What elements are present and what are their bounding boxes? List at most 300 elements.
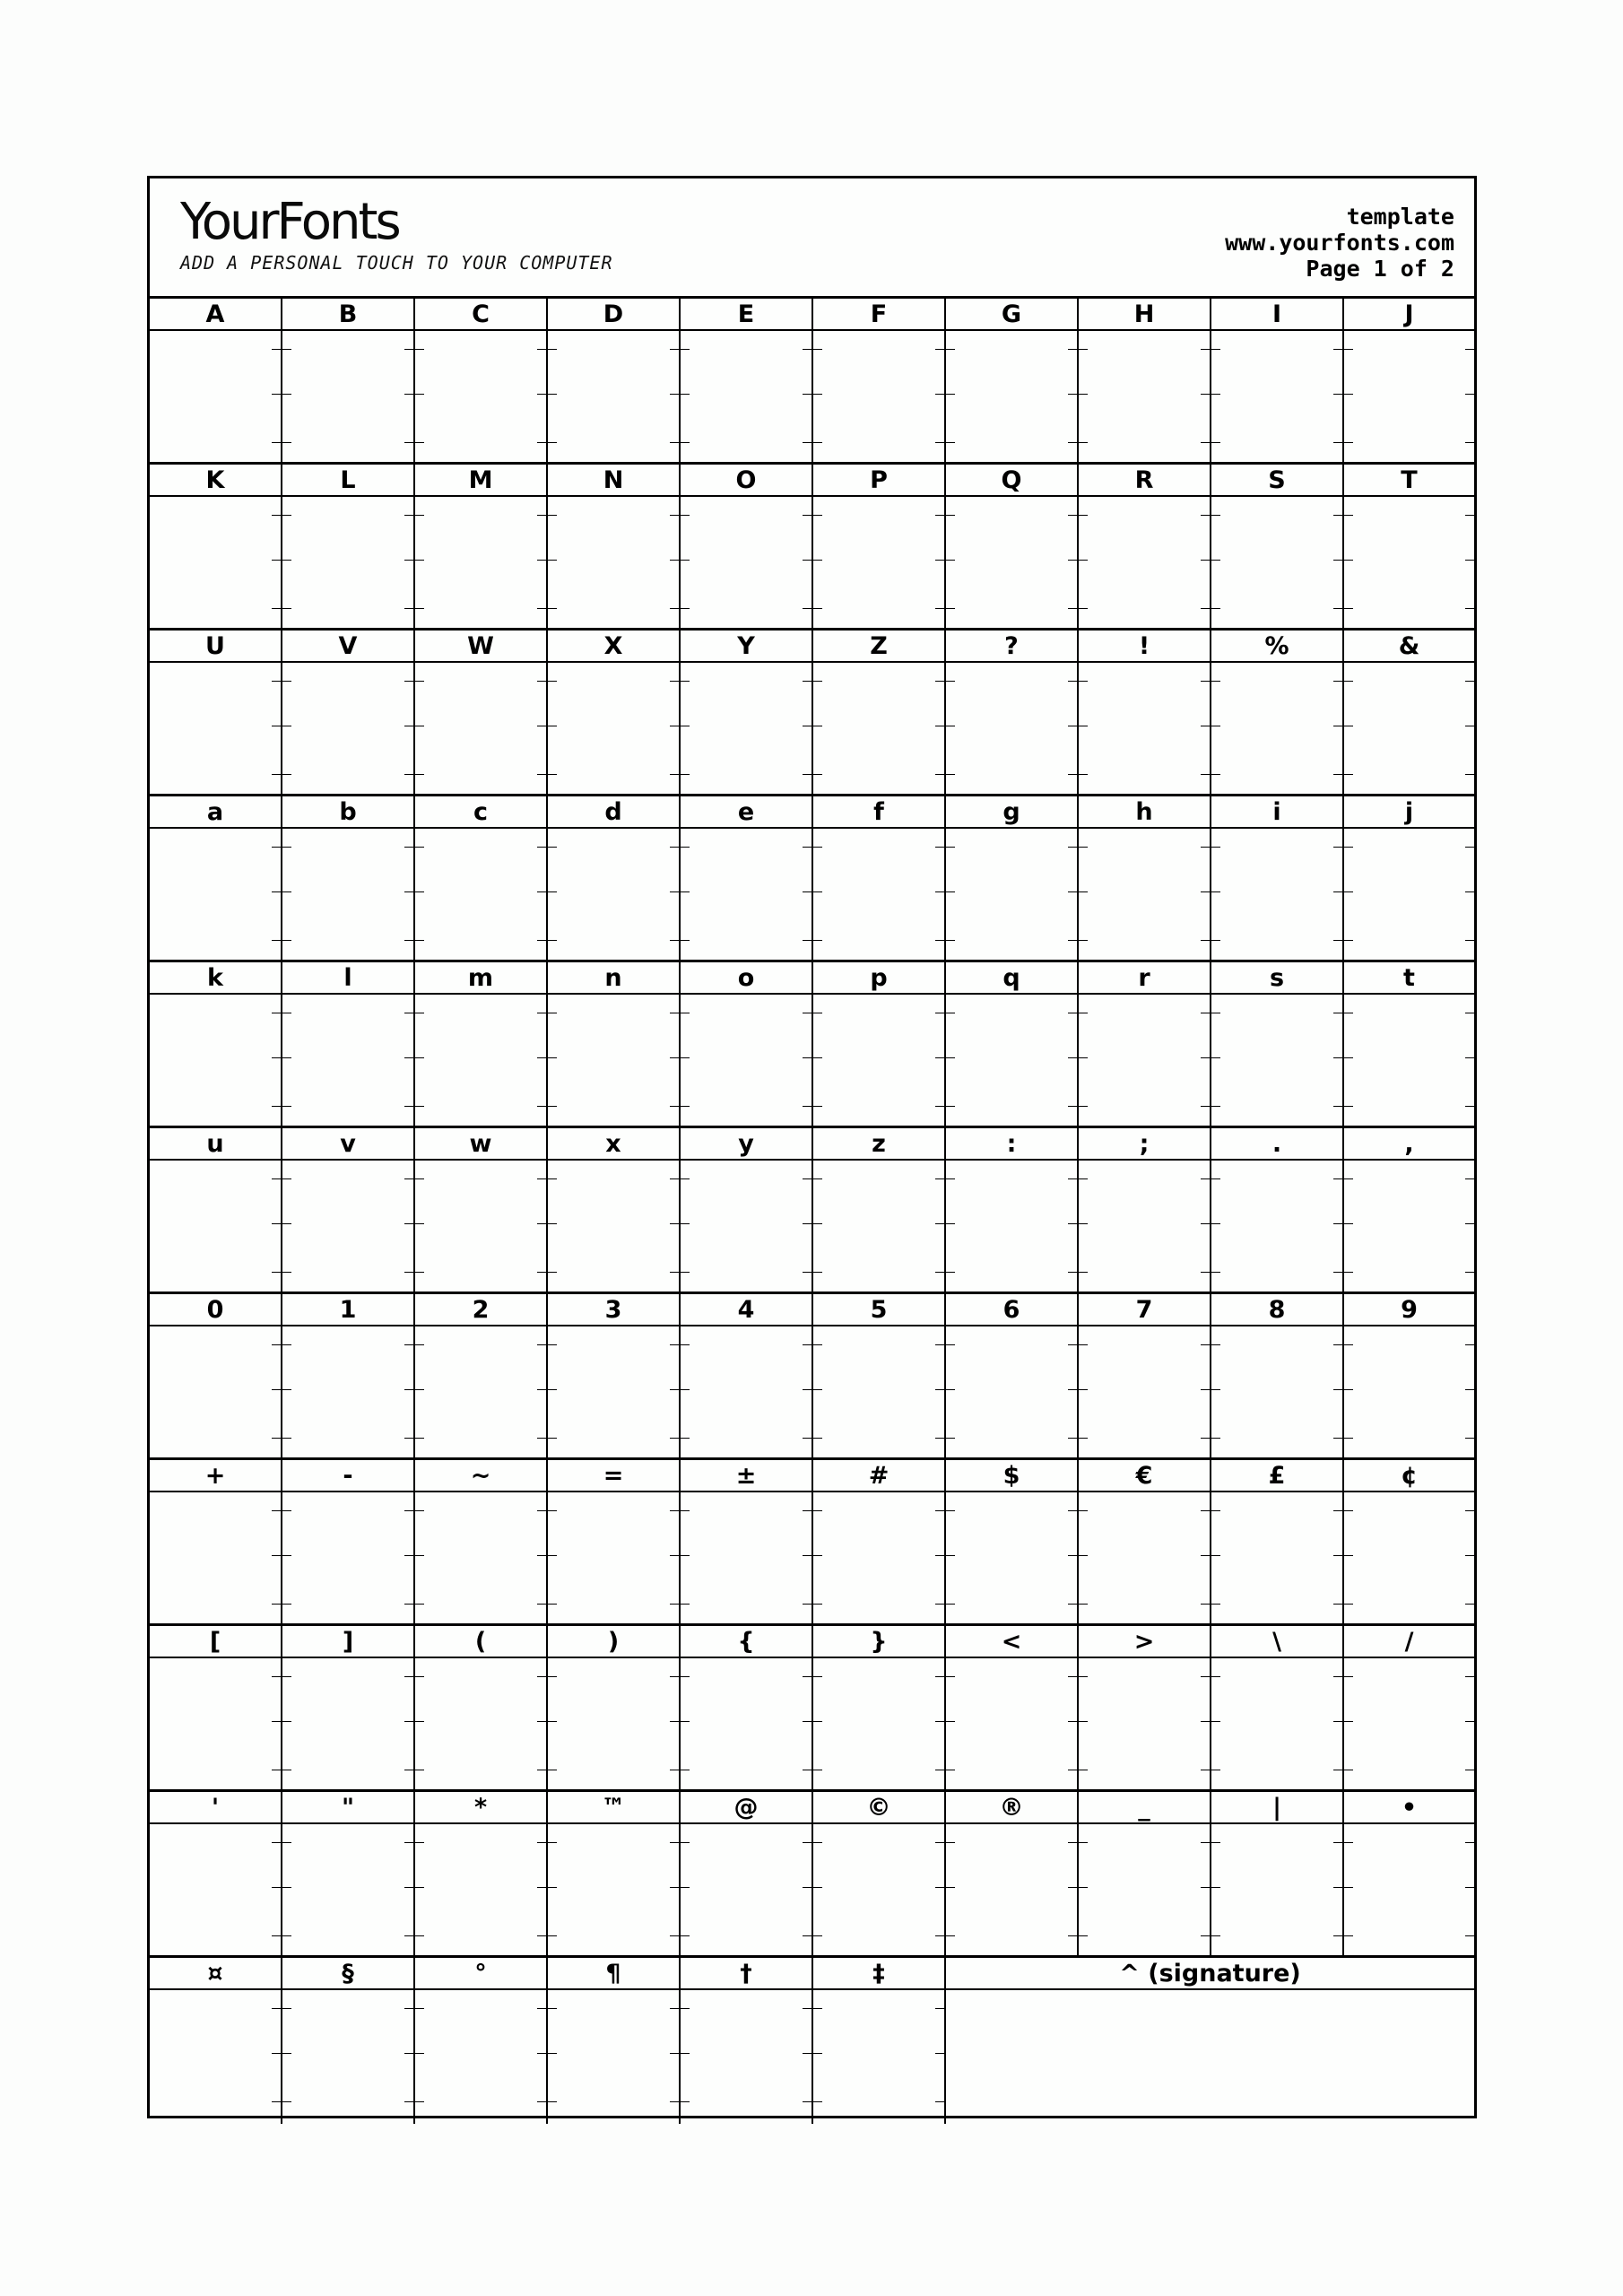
guide-tick — [537, 891, 546, 892]
guide-tick — [670, 1438, 679, 1439]
guide-tick — [272, 847, 281, 848]
glyph-label: H — [1079, 299, 1210, 331]
guide-tick — [803, 1178, 812, 1179]
guide-tick — [935, 1721, 944, 1722]
guide-tick — [272, 1344, 281, 1345]
guide-tick — [548, 2101, 557, 2102]
glyph-cell[interactable] — [282, 1294, 415, 1457]
guide-tick — [537, 560, 546, 561]
guide-tick — [1079, 560, 1088, 561]
guide-tick — [1201, 1178, 1210, 1179]
guide-tick — [537, 1842, 546, 1843]
glyph-cell[interactable] — [946, 796, 1079, 960]
guide-tick — [803, 774, 812, 775]
guide-tick — [681, 940, 690, 941]
glyph-label: ) — [548, 1626, 679, 1658]
guide-tick — [282, 1676, 291, 1677]
glyph-cell[interactable] — [150, 1958, 282, 2124]
guide-tick — [548, 442, 557, 443]
guide-tick — [935, 1438, 944, 1439]
glyph-cell[interactable] — [813, 1128, 946, 1292]
guide-tick — [1211, 1272, 1220, 1273]
guide-tick — [1344, 442, 1353, 443]
guide-tick — [1344, 1555, 1353, 1556]
guide-tick — [1068, 608, 1077, 609]
guide-tick — [946, 1178, 955, 1179]
glyph-label: u — [150, 1128, 281, 1161]
guide-tick — [1201, 1272, 1210, 1273]
glyph-cell[interactable] — [946, 1294, 1079, 1457]
guide-tick — [670, 515, 679, 516]
glyph-cell[interactable] — [1344, 631, 1474, 794]
guide-tick — [1465, 394, 1474, 395]
guide-tick — [681, 1842, 690, 1843]
glyph-cell[interactable] — [150, 1294, 282, 1457]
glyph-cell[interactable] — [681, 1792, 813, 1955]
glyph-cell[interactable] — [1079, 631, 1211, 794]
guide-tick — [282, 515, 291, 516]
guide-tick — [946, 1555, 955, 1556]
glyph-grid — [150, 299, 1474, 2116]
glyph-label: V — [282, 631, 413, 663]
glyph-cell[interactable] — [1079, 299, 1211, 462]
glyph-cell[interactable] — [150, 1792, 282, 1955]
glyph-label: ® — [946, 1792, 1077, 1824]
guide-tick — [1465, 1223, 1474, 1224]
guide-tick — [1201, 1510, 1210, 1511]
glyph-cell[interactable] — [946, 299, 1079, 462]
glyph-cell[interactable] — [282, 1128, 415, 1292]
glyph-label: E — [681, 299, 812, 331]
glyph-cell[interactable] — [1344, 465, 1474, 628]
glyph-cell[interactable] — [1211, 1626, 1344, 1789]
glyph-cell[interactable] — [681, 631, 813, 794]
glyph-cell[interactable] — [813, 299, 946, 462]
guide-tick — [1068, 774, 1077, 775]
glyph-cell[interactable] — [415, 1626, 548, 1789]
guide-tick — [670, 1106, 679, 1107]
guide-tick — [415, 1721, 424, 1722]
guide-tick — [1344, 1721, 1353, 1722]
glyph-cell[interactable] — [1344, 1460, 1474, 1623]
glyph-cell[interactable] — [1211, 299, 1344, 462]
glyph-cell[interactable] — [1079, 1626, 1211, 1789]
glyph-cell[interactable] — [548, 1792, 681, 1955]
glyph-cell[interactable] — [1211, 1460, 1344, 1623]
guide-tick — [1211, 515, 1220, 516]
guide-tick — [537, 1389, 546, 1390]
glyph-cell[interactable] — [150, 796, 282, 960]
glyph-cell[interactable] — [813, 1294, 946, 1457]
glyph-label: , — [1344, 1128, 1474, 1161]
glyph-cell[interactable] — [1344, 796, 1474, 960]
guide-tick — [1211, 608, 1220, 609]
glyph-label: | — [1211, 1792, 1342, 1824]
page-number: Page 1 of 2 — [1306, 256, 1454, 282]
guide-tick — [946, 1887, 955, 1888]
guide-tick — [681, 560, 690, 561]
glyph-cell[interactable] — [813, 1460, 946, 1623]
guide-tick — [1344, 1389, 1353, 1390]
guide-tick — [946, 1344, 955, 1345]
glyph-cell[interactable] — [415, 796, 548, 960]
guide-tick — [813, 1935, 822, 1936]
guide-tick — [1211, 1721, 1220, 1722]
glyph-cell[interactable] — [813, 1958, 946, 2124]
guide-tick — [681, 1389, 690, 1390]
glyph-cell[interactable] — [415, 299, 548, 462]
guide-tick — [1079, 940, 1088, 941]
glyph-cell[interactable] — [681, 1626, 813, 1789]
guide-tick — [548, 847, 557, 848]
glyph-cell[interactable] — [548, 631, 681, 794]
guide-tick — [813, 774, 822, 775]
guide-tick — [946, 940, 955, 941]
guide-tick — [681, 1935, 690, 1936]
glyph-label: k — [150, 962, 281, 995]
glyph-cell[interactable] — [415, 1792, 548, 1955]
guide-tick — [1465, 847, 1474, 848]
guide-tick — [1211, 1676, 1220, 1677]
guide-tick — [803, 1223, 812, 1224]
guide-tick — [1068, 442, 1077, 443]
glyph-cell[interactable] — [1079, 1128, 1211, 1292]
template-sheet — [147, 176, 1477, 2118]
guide-tick — [282, 891, 291, 892]
glyph-cell[interactable] — [1344, 1626, 1474, 1789]
signature-box[interactable] — [946, 1958, 1474, 2124]
glyph-cell[interactable] — [813, 465, 946, 628]
guide-tick — [404, 560, 413, 561]
glyph-cell[interactable] — [1344, 1792, 1474, 1955]
guide-tick — [670, 1676, 679, 1677]
guide-tick — [1465, 1106, 1474, 1107]
guide-tick — [670, 1344, 679, 1345]
glyph-cell[interactable] — [946, 1626, 1079, 1789]
guide-tick — [1211, 891, 1220, 892]
glyph-cell[interactable] — [813, 962, 946, 1126]
guide-tick — [537, 1344, 546, 1345]
guide-tick — [1333, 1604, 1342, 1605]
glyph-cell[interactable] — [282, 796, 415, 960]
guide-tick — [404, 891, 413, 892]
guide-tick — [404, 1057, 413, 1058]
glyph-cell[interactable] — [813, 796, 946, 960]
guide-tick — [1201, 560, 1210, 561]
guide-tick — [548, 608, 557, 609]
glyph-cell[interactable] — [946, 1128, 1079, 1292]
glyph-cell[interactable] — [1211, 796, 1344, 960]
guide-tick — [935, 1935, 944, 1936]
guide-tick — [1201, 608, 1210, 609]
guide-tick — [415, 349, 424, 350]
glyph-cell[interactable] — [548, 1128, 681, 1292]
guide-tick — [1344, 891, 1353, 892]
guide-tick — [1211, 442, 1220, 443]
glyph-cell[interactable] — [282, 1460, 415, 1623]
guide-tick — [272, 608, 281, 609]
guide-tick — [935, 1510, 944, 1511]
guide-tick — [681, 774, 690, 775]
glyph-cell[interactable] — [813, 1792, 946, 1955]
glyph-cell[interactable] — [548, 299, 681, 462]
guide-tick — [1344, 1057, 1353, 1058]
guide-tick — [1068, 515, 1077, 516]
guide-tick — [282, 1438, 291, 1439]
glyph-cell[interactable] — [415, 1460, 548, 1623]
glyph-cell[interactable] — [681, 1294, 813, 1457]
glyph-label: O — [681, 465, 812, 497]
glyph-cell[interactable] — [150, 962, 282, 1126]
glyph-cell[interactable] — [415, 962, 548, 1126]
glyph-cell[interactable] — [681, 465, 813, 628]
glyph-cell[interactable] — [150, 631, 282, 794]
guide-tick — [1344, 515, 1353, 516]
guide-tick — [282, 442, 291, 443]
glyph-cell[interactable] — [548, 1460, 681, 1623]
guide-tick — [813, 442, 822, 443]
glyph-cell[interactable] — [150, 1128, 282, 1292]
glyph-cell[interactable] — [681, 1460, 813, 1623]
guide-tick — [803, 1887, 812, 1888]
guide-tick — [681, 608, 690, 609]
glyph-cell[interactable] — [150, 1460, 282, 1623]
glyph-cell[interactable] — [282, 299, 415, 462]
guide-tick — [272, 2101, 281, 2102]
glyph-cell[interactable] — [282, 465, 415, 628]
guide-tick — [946, 1223, 955, 1224]
guide-tick — [415, 1389, 424, 1390]
guide-tick — [1333, 940, 1342, 941]
guide-tick — [946, 1057, 955, 1058]
glyph-cell[interactable] — [813, 631, 946, 794]
glyph-cell[interactable] — [548, 1958, 681, 2124]
guide-tick — [803, 891, 812, 892]
guide-tick — [1344, 681, 1353, 682]
glyph-label: @ — [681, 1792, 812, 1824]
guide-tick — [548, 1510, 557, 1511]
guide-tick — [681, 681, 690, 682]
guide-tick — [813, 608, 822, 609]
guide-tick — [935, 1344, 944, 1345]
guide-tick — [272, 1223, 281, 1224]
guide-tick — [1465, 1178, 1474, 1179]
glyph-cell[interactable] — [415, 465, 548, 628]
guide-tick — [1079, 394, 1088, 395]
glyph-cell[interactable] — [282, 1792, 415, 1955]
glyph-cell[interactable] — [1079, 465, 1211, 628]
guide-tick — [803, 940, 812, 941]
guide-tick — [1068, 1842, 1077, 1843]
glyph-cell[interactable] — [813, 1626, 946, 1789]
glyph-cell[interactable] — [1211, 1294, 1344, 1457]
guide-tick — [415, 847, 424, 848]
glyph-label: Z — [813, 631, 944, 663]
glyph-label: [ — [150, 1626, 281, 1658]
guide-tick — [1465, 1389, 1474, 1390]
glyph-cell[interactable] — [150, 465, 282, 628]
guide-tick — [415, 1604, 424, 1605]
guide-tick — [272, 681, 281, 682]
guide-tick — [537, 2101, 546, 2102]
guide-tick — [415, 2053, 424, 2054]
glyph-label: M — [415, 465, 546, 497]
glyph-cell[interactable] — [1344, 1294, 1474, 1457]
guide-tick — [935, 1272, 944, 1273]
glyph-cell[interactable] — [681, 796, 813, 960]
glyph-label: 7 — [1079, 1294, 1210, 1326]
glyph-cell[interactable] — [415, 1958, 548, 2124]
glyph-cell[interactable] — [282, 631, 415, 794]
guide-tick — [1201, 1223, 1210, 1224]
glyph-cell[interactable] — [548, 796, 681, 960]
guide-tick — [935, 1604, 944, 1605]
guide-tick — [1333, 608, 1342, 609]
guide-tick — [415, 1555, 424, 1556]
guide-tick — [404, 1272, 413, 1273]
glyph-cell[interactable] — [415, 1128, 548, 1292]
guide-tick — [803, 1555, 812, 1556]
glyph-cell[interactable] — [1344, 1128, 1474, 1292]
glyph-cell[interactable] — [282, 962, 415, 1126]
guide-tick — [681, 1344, 690, 1345]
guide-tick — [272, 394, 281, 395]
glyph-cell[interactable] — [946, 631, 1079, 794]
guide-tick — [404, 1106, 413, 1107]
glyph-cell[interactable] — [946, 1460, 1079, 1623]
guide-tick — [537, 1555, 546, 1556]
glyph-cell[interactable] — [282, 1626, 415, 1789]
guide-tick — [415, 1106, 424, 1107]
glyph-cell[interactable] — [415, 631, 548, 794]
guide-tick — [404, 1842, 413, 1843]
glyph-cell[interactable] — [548, 962, 681, 1126]
glyph-label: d — [548, 796, 679, 829]
glyph-cell[interactable] — [1211, 631, 1344, 794]
guide-tick — [1211, 1389, 1220, 1390]
guide-tick — [935, 940, 944, 941]
guide-tick — [1201, 891, 1210, 892]
glyph-cell[interactable] — [1211, 962, 1344, 1126]
guide-tick — [548, 1842, 557, 1843]
glyph-cell[interactable] — [150, 299, 282, 462]
guide-tick — [548, 1604, 557, 1605]
glyph-cell[interactable] — [548, 1626, 681, 1789]
glyph-label: o — [681, 962, 812, 995]
guide-tick — [282, 847, 291, 848]
guide-tick — [1211, 1510, 1220, 1511]
guide-tick — [935, 2101, 944, 2102]
guide-tick — [1465, 1438, 1474, 1439]
guide-tick — [935, 774, 944, 775]
guide-tick — [282, 1887, 291, 1888]
glyph-cell[interactable] — [681, 299, 813, 462]
website-url: www.yourfonts.com — [1225, 230, 1454, 256]
glyph-label: q — [946, 962, 1077, 995]
guide-tick — [415, 1438, 424, 1439]
guide-tick — [272, 774, 281, 775]
guide-tick — [282, 1555, 291, 1556]
guide-tick — [1068, 349, 1077, 350]
guide-tick — [1333, 1057, 1342, 1058]
guide-tick — [935, 2008, 944, 2009]
guide-tick — [1068, 394, 1077, 395]
glyph-cell[interactable] — [681, 962, 813, 1126]
glyph-cell[interactable] — [946, 962, 1079, 1126]
guide-tick — [282, 608, 291, 609]
guide-tick — [935, 1389, 944, 1390]
guide-tick — [681, 1438, 690, 1439]
glyph-cell[interactable] — [1079, 1792, 1211, 1955]
guide-tick — [803, 515, 812, 516]
guide-tick — [548, 2053, 557, 2054]
glyph-label: a — [150, 796, 281, 829]
glyph-cell[interactable] — [415, 1294, 548, 1457]
guide-tick — [813, 349, 822, 350]
guide-tick — [1344, 1272, 1353, 1273]
guide-tick — [803, 847, 812, 848]
guide-tick — [1079, 349, 1088, 350]
glyph-cell[interactable] — [1079, 1294, 1211, 1457]
guide-tick — [1211, 940, 1220, 941]
glyph-cell[interactable] — [946, 465, 1079, 628]
glyph-label: ¤ — [150, 1958, 281, 1990]
glyph-cell[interactable] — [1344, 299, 1474, 462]
glyph-cell[interactable] — [1079, 1460, 1211, 1623]
guide-tick — [415, 681, 424, 682]
guide-tick — [1211, 1344, 1220, 1345]
guide-tick — [681, 2101, 690, 2102]
glyph-cell[interactable] — [1211, 1128, 1344, 1292]
glyph-cell[interactable] — [946, 1792, 1079, 1955]
guide-tick — [404, 515, 413, 516]
glyph-cell[interactable] — [150, 1626, 282, 1789]
glyph-row — [150, 1792, 1474, 1958]
guide-tick — [803, 1842, 812, 1843]
glyph-cell[interactable] — [1211, 1792, 1344, 1955]
glyph-cell[interactable] — [1211, 465, 1344, 628]
guide-tick — [803, 442, 812, 443]
guide-tick — [1465, 1272, 1474, 1273]
guide-tick — [282, 1178, 291, 1179]
guide-tick — [1333, 1272, 1342, 1273]
guide-tick — [282, 2053, 291, 2054]
glyph-label: 6 — [946, 1294, 1077, 1326]
glyph-cell[interactable] — [548, 465, 681, 628]
guide-tick — [935, 608, 944, 609]
glyph-label: ( — [415, 1626, 546, 1658]
glyph-cell[interactable] — [1079, 962, 1211, 1126]
glyph-cell[interactable] — [282, 1958, 415, 2124]
guide-tick — [813, 1887, 822, 1888]
guide-tick — [282, 560, 291, 561]
guide-tick — [404, 1438, 413, 1439]
guide-tick — [1079, 1935, 1088, 1936]
guide-tick — [1333, 1887, 1342, 1888]
glyph-cell[interactable] — [1079, 796, 1211, 960]
guide-tick — [813, 560, 822, 561]
guide-tick — [548, 1106, 557, 1107]
glyph-cell[interactable] — [681, 1958, 813, 2124]
glyph-cell[interactable] — [1344, 962, 1474, 1126]
glyph-cell[interactable] — [681, 1128, 813, 1292]
guide-tick — [537, 940, 546, 941]
guide-tick — [1079, 1106, 1088, 1107]
guide-tick — [1465, 1344, 1474, 1345]
glyph-cell[interactable] — [548, 1294, 681, 1457]
guide-tick — [813, 1604, 822, 1605]
guide-tick — [681, 891, 690, 892]
